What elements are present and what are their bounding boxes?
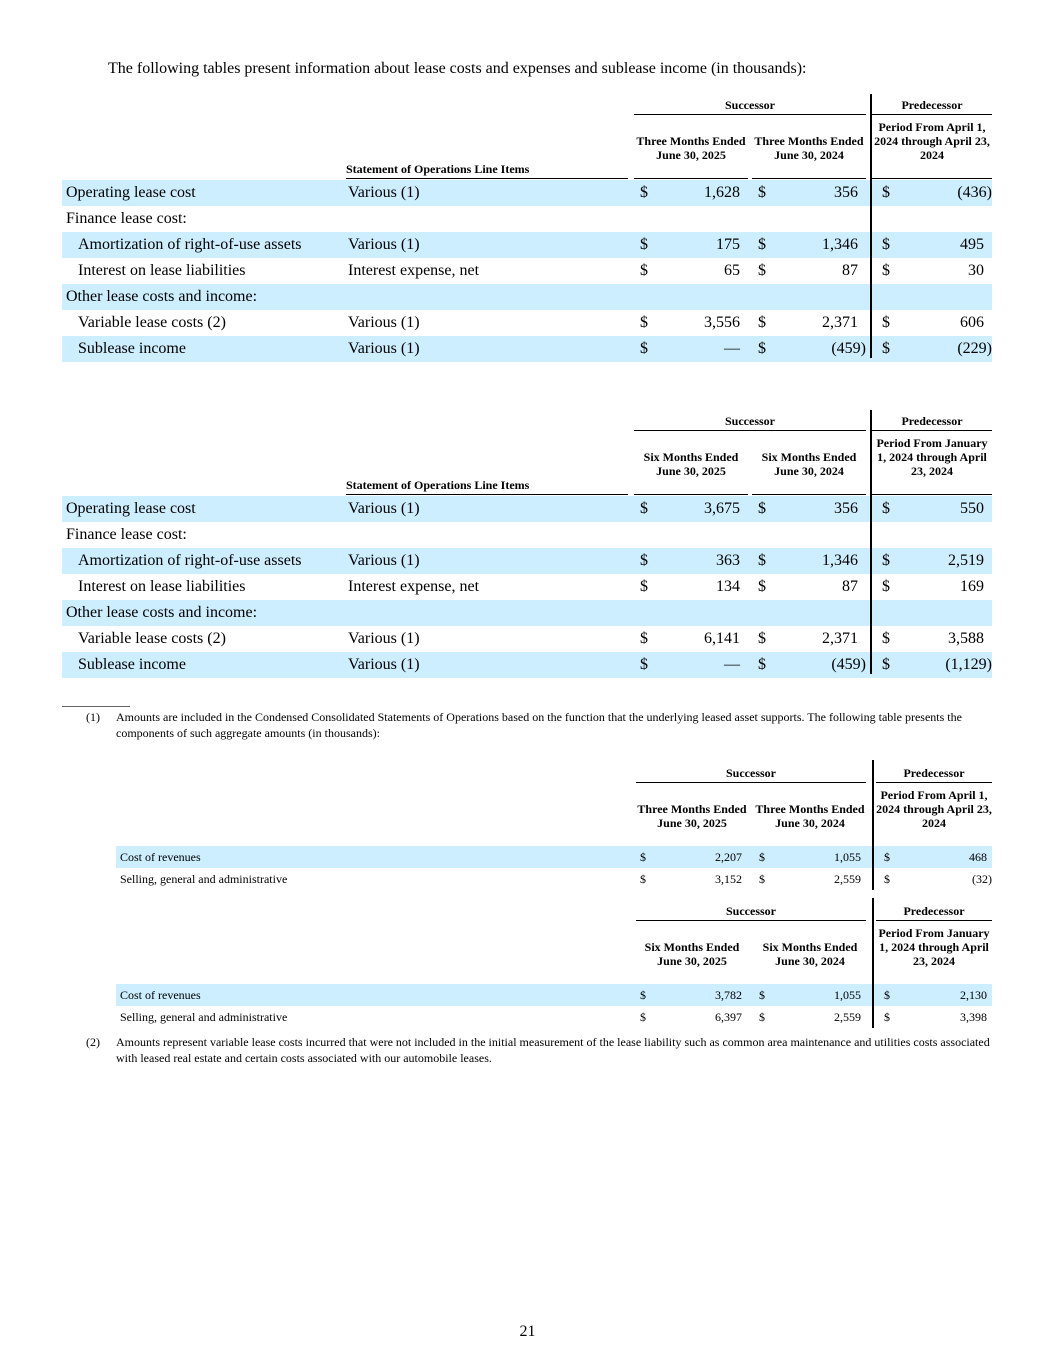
table-row xyxy=(62,310,992,336)
currency-symbol: $ xyxy=(640,236,648,253)
currency-symbol: $ xyxy=(882,340,890,357)
col-header-2: Three Months Ended June 30, 2024 xyxy=(754,134,864,162)
row-label: Variable lease costs (2) xyxy=(78,630,226,647)
row-label: Interest on lease liabilities xyxy=(78,578,246,595)
value-col-3: (436) xyxy=(957,184,992,201)
currency-symbol: $ xyxy=(640,578,648,595)
line-item: Various (1) xyxy=(348,656,420,673)
value-col-1: 6,141 xyxy=(704,630,740,647)
value-col-2: 1,055 xyxy=(834,988,861,1002)
value-col-3: 606 xyxy=(960,314,984,331)
table-row xyxy=(62,626,992,652)
row-label: Finance lease cost: xyxy=(66,526,187,543)
value-col-3: (1,129) xyxy=(945,656,992,673)
value-col-2: 2,559 xyxy=(834,1010,861,1024)
page-number: 21 xyxy=(519,1323,536,1340)
value-col-2: 87 xyxy=(842,262,858,279)
currency-symbol: $ xyxy=(758,340,766,357)
currency-symbol: $ xyxy=(759,988,765,1002)
row-label: Amortization of right-of-use assets xyxy=(78,552,302,569)
value-col-1: 175 xyxy=(716,236,740,253)
currency-symbol: $ xyxy=(884,988,890,1002)
value-col-1: 65 xyxy=(724,262,740,279)
currency-symbol: $ xyxy=(640,872,646,886)
currency-symbol: $ xyxy=(640,552,648,569)
line-items-header: Statement of Operations Line Items xyxy=(346,162,530,176)
value-col-3: 2,130 xyxy=(960,988,987,1002)
currency-symbol: $ xyxy=(758,184,766,201)
line-item: Various (1) xyxy=(348,314,420,331)
line-item: Interest expense, net xyxy=(348,262,480,279)
group-predecessor: Predecessor xyxy=(901,414,963,428)
value-col-2: 2,559 xyxy=(834,872,861,886)
row-label: Operating lease cost xyxy=(66,184,196,201)
group-successor: Successor xyxy=(726,766,776,780)
line-item: Various (1) xyxy=(348,630,420,647)
line-items-header: Statement of Operations Line Items xyxy=(346,478,530,492)
table-row xyxy=(62,600,992,626)
value-col-1: 3,782 xyxy=(715,988,742,1002)
table-row xyxy=(62,206,992,232)
value-col-1: — xyxy=(724,340,740,357)
table-row xyxy=(62,180,992,206)
table-row xyxy=(116,846,992,868)
table-row xyxy=(62,258,992,284)
group-predecessor: Predecessor xyxy=(901,98,963,112)
value-col-1: 134 xyxy=(716,578,740,595)
lease-cost-table-three-months xyxy=(62,94,992,362)
group-successor: Successor xyxy=(725,98,775,112)
table-row xyxy=(62,548,992,574)
currency-symbol: $ xyxy=(758,656,766,673)
line-item: Various (1) xyxy=(348,340,420,357)
table-row xyxy=(62,652,992,678)
currency-symbol: $ xyxy=(640,340,648,357)
table-row xyxy=(62,574,992,600)
value-col-2: 1,346 xyxy=(822,236,858,253)
currency-symbol: $ xyxy=(640,656,648,673)
table-row xyxy=(116,1006,992,1028)
value-col-2: 2,371 xyxy=(822,314,858,331)
value-col-3: 169 xyxy=(960,578,984,595)
row-label: Operating lease cost xyxy=(66,500,196,517)
currency-symbol: $ xyxy=(758,630,766,647)
value-col-2: 356 xyxy=(834,500,858,517)
table-row xyxy=(62,496,992,522)
footnote-text: Amounts are included in the Condensed Consolidated Statements of Operations based on the function that the underlying leased asset supports. The following table presents the components of such aggregate amounts (in thousands): xyxy=(116,710,962,740)
currency-symbol: $ xyxy=(640,262,648,279)
lease-cost-table-six-months xyxy=(62,410,992,678)
currency-symbol: $ xyxy=(884,872,890,886)
table-header xyxy=(116,760,992,846)
table-header xyxy=(62,94,992,180)
currency-symbol: $ xyxy=(882,552,890,569)
line-item: Various (1) xyxy=(348,236,420,253)
intro-text: The following tables present information about lease costs and expenses and sublease income (in thousands): xyxy=(108,60,807,77)
currency-symbol: $ xyxy=(759,850,765,864)
value-col-3: 30 xyxy=(968,262,984,279)
group-predecessor: Predecessor xyxy=(903,904,965,918)
col-header-1: Six Months Ended June 30, 2025 xyxy=(644,940,740,968)
row-label: Sublease income xyxy=(78,340,186,357)
table-row xyxy=(62,336,992,362)
col-header-2: Six Months Ended June 30, 2024 xyxy=(762,940,858,968)
value-col-1: 3,556 xyxy=(704,314,740,331)
currency-symbol: $ xyxy=(882,236,890,253)
currency-symbol: $ xyxy=(640,1010,646,1024)
footnote-text: Amounts represent variable lease costs incurred that were not included in the initial measurement of the lease liability such as common area maintenance and utilities costs associated with leased real estate and certain costs associated with our automobile leases. xyxy=(116,1035,990,1065)
group-successor: Successor xyxy=(725,414,775,428)
row-label: Finance lease cost: xyxy=(66,210,187,227)
currency-symbol: $ xyxy=(882,184,890,201)
row-label: Selling, general and administrative xyxy=(120,872,288,886)
table-row xyxy=(62,522,992,548)
currency-symbol: $ xyxy=(758,314,766,331)
value-col-1: 3,152 xyxy=(715,872,742,886)
value-col-2: 356 xyxy=(834,184,858,201)
currency-symbol: $ xyxy=(882,630,890,647)
currency-symbol: $ xyxy=(640,500,648,517)
col-header-3: Period From April 1, 2024 through April 23, 2024 xyxy=(876,788,992,830)
col-header-1: Three Months Ended June 30, 2025 xyxy=(636,134,746,162)
value-col-3: 550 xyxy=(960,500,984,517)
row-label: Interest on lease liabilities xyxy=(78,262,246,279)
currency-symbol: $ xyxy=(882,314,890,331)
table-row xyxy=(116,984,992,1006)
col-header-3: Period From January 1, 2024 through April 23, 2024 xyxy=(878,926,990,968)
group-predecessor: Predecessor xyxy=(903,766,965,780)
currency-symbol: $ xyxy=(758,262,766,279)
value-col-3: (32) xyxy=(972,872,992,886)
currency-symbol: $ xyxy=(758,578,766,595)
table-row xyxy=(62,232,992,258)
col-header-2: Three Months Ended June 30, 2024 xyxy=(755,802,865,830)
currency-symbol: $ xyxy=(759,1010,765,1024)
value-col-1: 363 xyxy=(716,552,740,569)
value-col-2: (459) xyxy=(831,656,866,673)
line-item: Interest expense, net xyxy=(348,578,480,595)
currency-symbol: $ xyxy=(640,850,646,864)
row-label: Cost of revenues xyxy=(120,988,201,1002)
currency-symbol: $ xyxy=(640,314,648,331)
value-col-1: 1,628 xyxy=(704,184,740,201)
value-col-3: 468 xyxy=(969,850,987,864)
row-label: Other lease costs and income: xyxy=(66,604,258,621)
currency-symbol: $ xyxy=(758,552,766,569)
table-row xyxy=(62,284,992,310)
currency-symbol: $ xyxy=(640,988,646,1002)
row-label: Variable lease costs (2) xyxy=(78,314,226,331)
currency-symbol: $ xyxy=(882,500,890,517)
table-row xyxy=(116,868,992,890)
value-col-1: 2,207 xyxy=(715,850,742,864)
currency-symbol: $ xyxy=(884,1010,890,1024)
line-item: Various (1) xyxy=(348,184,420,201)
footnote-separator xyxy=(62,706,130,707)
currency-symbol: $ xyxy=(884,850,890,864)
value-col-3: 2,519 xyxy=(948,552,984,569)
line-item: Various (1) xyxy=(348,552,420,569)
value-col-3: 3,398 xyxy=(960,1010,987,1024)
group-successor: Successor xyxy=(726,904,776,918)
col-header-1: Three Months Ended June 30, 2025 xyxy=(637,802,747,830)
currency-symbol: $ xyxy=(882,262,890,279)
components-table-six-months xyxy=(116,898,992,1028)
currency-symbol: $ xyxy=(758,500,766,517)
value-col-2: 1,055 xyxy=(834,850,861,864)
col-header-3: Period From April 1, 2024 through April 23, 2024 xyxy=(874,120,990,162)
currency-symbol: $ xyxy=(640,630,648,647)
table-header xyxy=(116,898,992,984)
value-col-2: 2,371 xyxy=(822,630,858,647)
currency-symbol: $ xyxy=(759,872,765,886)
footnote-number: (2) xyxy=(86,1035,100,1049)
currency-symbol: $ xyxy=(640,184,648,201)
components-table-three-months xyxy=(116,760,992,890)
footnote-number: (1) xyxy=(86,710,100,724)
row-label: Selling, general and administrative xyxy=(120,1010,288,1024)
row-label: Amortization of right-of-use assets xyxy=(78,236,302,253)
table-header xyxy=(62,410,992,496)
currency-symbol: $ xyxy=(882,656,890,673)
value-col-1: 6,397 xyxy=(715,1010,742,1024)
row-label: Other lease costs and income: xyxy=(66,288,258,305)
value-col-1: 3,675 xyxy=(704,500,740,517)
col-header-3: Period From January 1, 2024 through April 23, 2024 xyxy=(876,436,988,478)
line-item: Various (1) xyxy=(348,500,420,517)
currency-symbol: $ xyxy=(758,236,766,253)
value-col-3: 495 xyxy=(960,236,984,253)
value-col-2: (459) xyxy=(831,340,866,357)
col-header-1: Six Months Ended June 30, 2025 xyxy=(643,450,739,478)
value-col-1: — xyxy=(724,656,740,673)
row-label: Cost of revenues xyxy=(120,850,201,864)
value-col-3: (229) xyxy=(957,340,992,357)
row-label: Sublease income xyxy=(78,656,186,673)
value-col-2: 1,346 xyxy=(822,552,858,569)
value-col-2: 87 xyxy=(842,578,858,595)
col-header-2: Six Months Ended June 30, 2024 xyxy=(761,450,857,478)
value-col-3: 3,588 xyxy=(948,630,984,647)
currency-symbol: $ xyxy=(882,578,890,595)
